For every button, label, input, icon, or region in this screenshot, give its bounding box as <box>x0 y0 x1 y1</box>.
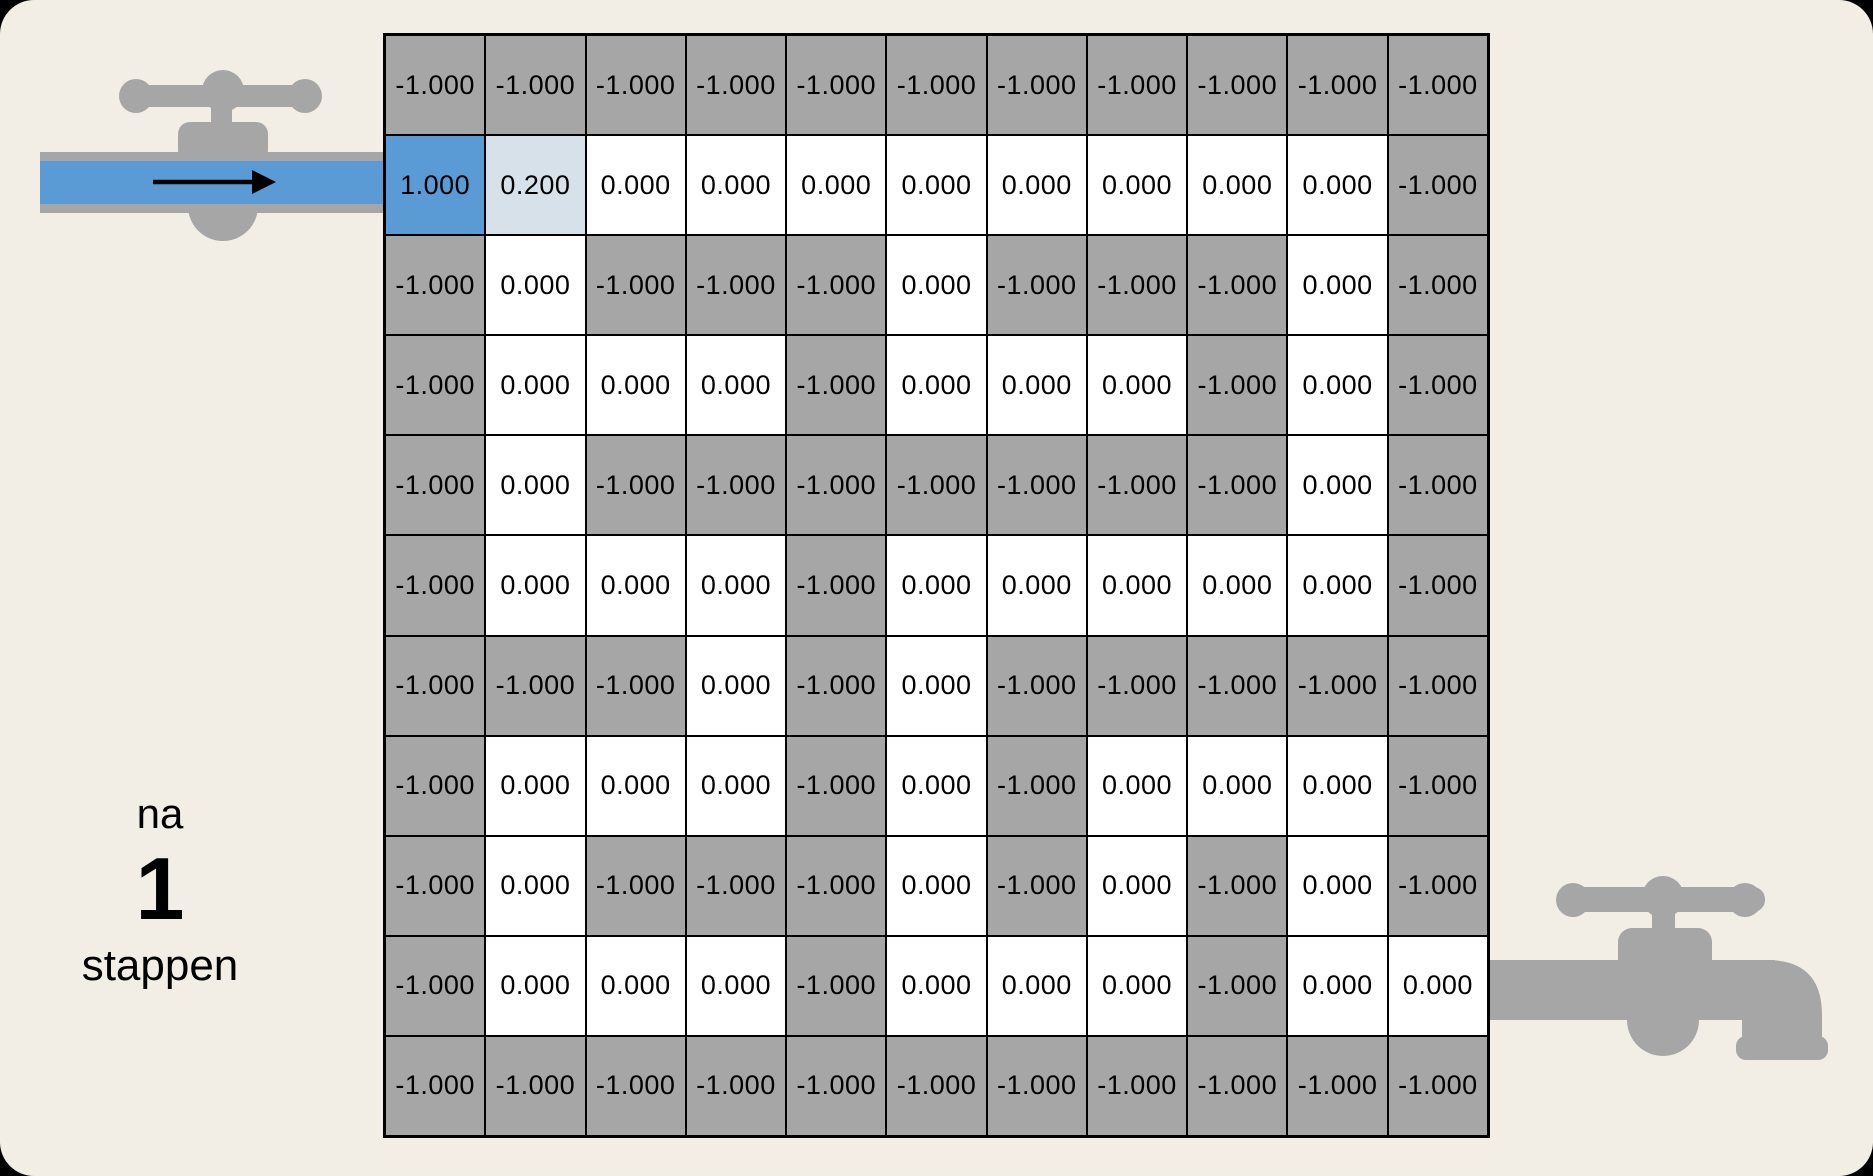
grid-cell: -1.000 <box>1188 436 1286 534</box>
grid-cell: 0.000 <box>787 136 885 234</box>
grid-cell: 0.000 <box>687 937 785 1035</box>
grid-cell: -1.000 <box>887 36 985 134</box>
grid-cell: -1.000 <box>787 837 885 935</box>
grid-cell: -1.000 <box>1389 737 1487 835</box>
grid-cell: -1.000 <box>988 737 1086 835</box>
grid-cell: -1.000 <box>587 36 685 134</box>
grid-cell: -1.000 <box>1389 536 1487 634</box>
grid-cell: -1.000 <box>787 1037 885 1135</box>
grid-cell: -1.000 <box>386 336 484 434</box>
grid-cell: -1.000 <box>887 1037 985 1135</box>
grid-cell: 0.000 <box>1389 937 1487 1035</box>
grid-cell: 0.000 <box>1088 136 1186 234</box>
grid-cell: -1.000 <box>1389 637 1487 735</box>
grid-cell: -1.000 <box>687 1037 785 1135</box>
grid-cell: -1.000 <box>1288 36 1386 134</box>
grid-cell: -1.000 <box>1188 837 1286 935</box>
grid-cell: 0.000 <box>1088 937 1186 1035</box>
grid-cell: -1.000 <box>1188 937 1286 1035</box>
grid-cell: 0.000 <box>1288 937 1386 1035</box>
grid-cell: 0.000 <box>887 136 985 234</box>
grid-cell: -1.000 <box>787 336 885 434</box>
grid-cell: 0.000 <box>486 937 584 1035</box>
outlet-faucet-icon <box>1490 870 1850 1070</box>
grid-cell: 0.000 <box>887 937 985 1035</box>
grid-cell: 0.000 <box>587 136 685 234</box>
grid-cell: -1.000 <box>587 436 685 534</box>
grid-cell: -1.000 <box>1088 236 1186 334</box>
grid-cell: 0.000 <box>887 236 985 334</box>
grid-cell: -1.000 <box>1088 436 1186 534</box>
grid-cell: 0.000 <box>486 737 584 835</box>
grid-cell: 0.000 <box>1288 336 1386 434</box>
step-caption-suffix: stappen <box>81 941 239 990</box>
grid-cell: -1.000 <box>1389 837 1487 935</box>
grid-cell: -1.000 <box>1188 36 1286 134</box>
grid-cell: 0.000 <box>687 136 785 234</box>
grid-cell: -1.000 <box>386 536 484 634</box>
grid-cell: -1.000 <box>988 36 1086 134</box>
grid-cell: 0.000 <box>1088 336 1186 434</box>
grid-cell: -1.000 <box>1188 336 1286 434</box>
grid-cell: 0.000 <box>1288 737 1386 835</box>
grid-cell: -1.000 <box>988 1037 1086 1135</box>
grid-cell: 0.000 <box>988 136 1086 234</box>
grid-cell: -1.000 <box>988 236 1086 334</box>
grid-cell: 1.000 <box>386 136 484 234</box>
grid-cell: 0.000 <box>988 937 1086 1035</box>
grid-cell: -1.000 <box>687 36 785 134</box>
grid-cell: 0.000 <box>1188 136 1286 234</box>
grid-cell: -1.000 <box>386 436 484 534</box>
grid-cell: -1.000 <box>486 1037 584 1135</box>
grid-cell: -1.000 <box>787 36 885 134</box>
grid-cell: 0.200 <box>486 136 584 234</box>
grid-cell: 0.000 <box>587 336 685 434</box>
grid-cell: 0.000 <box>486 436 584 534</box>
grid-cell: 0.000 <box>1288 436 1386 534</box>
grid-cell: 0.000 <box>887 536 985 634</box>
grid-cell: -1.000 <box>787 436 885 534</box>
grid-cell: -1.000 <box>1088 36 1186 134</box>
grid-cell: 0.000 <box>1088 837 1186 935</box>
grid-cell: -1.000 <box>486 637 584 735</box>
grid-cell: 0.000 <box>887 737 985 835</box>
grid-cell: -1.000 <box>486 36 584 134</box>
grid-cell: -1.000 <box>1389 136 1487 234</box>
grid-cell: 0.000 <box>988 536 1086 634</box>
grid-cell: -1.000 <box>1288 1037 1386 1135</box>
grid-cell: 0.000 <box>988 336 1086 434</box>
grid-cell: -1.000 <box>1389 36 1487 134</box>
grid-cell: 0.000 <box>687 336 785 434</box>
faucet-body <box>1490 928 1828 1060</box>
grid-cell: -1.000 <box>386 637 484 735</box>
grid-cell: -1.000 <box>787 737 885 835</box>
grid-cell: -1.000 <box>386 937 484 1035</box>
grid-cell: 0.000 <box>587 536 685 634</box>
grid-cell: -1.000 <box>1389 336 1487 434</box>
grid-cell: -1.000 <box>988 637 1086 735</box>
grid-cell: -1.000 <box>1389 1037 1487 1135</box>
grid-cell: -1.000 <box>386 1037 484 1135</box>
grid-cell: 0.000 <box>1288 136 1386 234</box>
grid-cell: -1.000 <box>1088 1037 1186 1135</box>
grid-cell: -1.000 <box>587 236 685 334</box>
step-count: 1 <box>135 839 185 938</box>
grid-cell: -1.000 <box>1389 236 1487 334</box>
grid-cell: -1.000 <box>988 837 1086 935</box>
grid-cell: -1.000 <box>887 436 985 534</box>
grid-cell: -1.000 <box>687 236 785 334</box>
step-caption <box>55 788 265 994</box>
grid-cell: -1.000 <box>787 637 885 735</box>
grid-cell: -1.000 <box>1088 637 1186 735</box>
grid-cell: 0.000 <box>1288 536 1386 634</box>
grid-cell: -1.000 <box>687 837 785 935</box>
grid-cell: 0.000 <box>1188 536 1286 634</box>
grid-cell: 0.000 <box>1288 236 1386 334</box>
grid-cell: -1.000 <box>1288 637 1386 735</box>
grid-cell: -1.000 <box>386 737 484 835</box>
grid-cell: 0.000 <box>1288 837 1386 935</box>
step-caption-prefix: na <box>136 790 184 837</box>
grid-cell: 0.000 <box>486 837 584 935</box>
grid-cell: -1.000 <box>587 837 685 935</box>
grid-cell: -1.000 <box>1188 637 1286 735</box>
grid-cell: -1.000 <box>1389 436 1487 534</box>
grid-cell: 0.000 <box>687 536 785 634</box>
grid-cell: 0.000 <box>887 336 985 434</box>
grid-cell: 0.000 <box>486 536 584 634</box>
grid-cell: 0.000 <box>887 837 985 935</box>
grid-cell: 0.000 <box>1188 737 1286 835</box>
grid-cell: 0.000 <box>887 637 985 735</box>
grid-cell: -1.000 <box>386 837 484 935</box>
grid-cell: 0.000 <box>587 737 685 835</box>
grid-cell: 0.000 <box>486 336 584 434</box>
grid-cell: 0.000 <box>587 937 685 1035</box>
value-grid <box>383 33 1490 1138</box>
grid-cell: 0.000 <box>486 236 584 334</box>
grid-cell: -1.000 <box>587 637 685 735</box>
grid-cell: 0.000 <box>687 737 785 835</box>
grid-cell: -1.000 <box>687 436 785 534</box>
inlet-valve-icon <box>30 60 383 250</box>
grid-cell: 0.000 <box>1088 737 1186 835</box>
grid-cell: -1.000 <box>587 1037 685 1135</box>
grid-cell: -1.000 <box>1188 1037 1286 1135</box>
grid-cell: -1.000 <box>787 236 885 334</box>
grid-cell: -1.000 <box>787 536 885 634</box>
grid-cell: 0.000 <box>687 637 785 735</box>
grid-cell: -1.000 <box>988 436 1086 534</box>
grid-cell: -1.000 <box>1188 236 1286 334</box>
grid-cell: -1.000 <box>386 236 484 334</box>
grid-cell: 0.000 <box>1088 536 1186 634</box>
grid-cell: -1.000 <box>787 937 885 1035</box>
grid-cell: -1.000 <box>386 36 484 134</box>
